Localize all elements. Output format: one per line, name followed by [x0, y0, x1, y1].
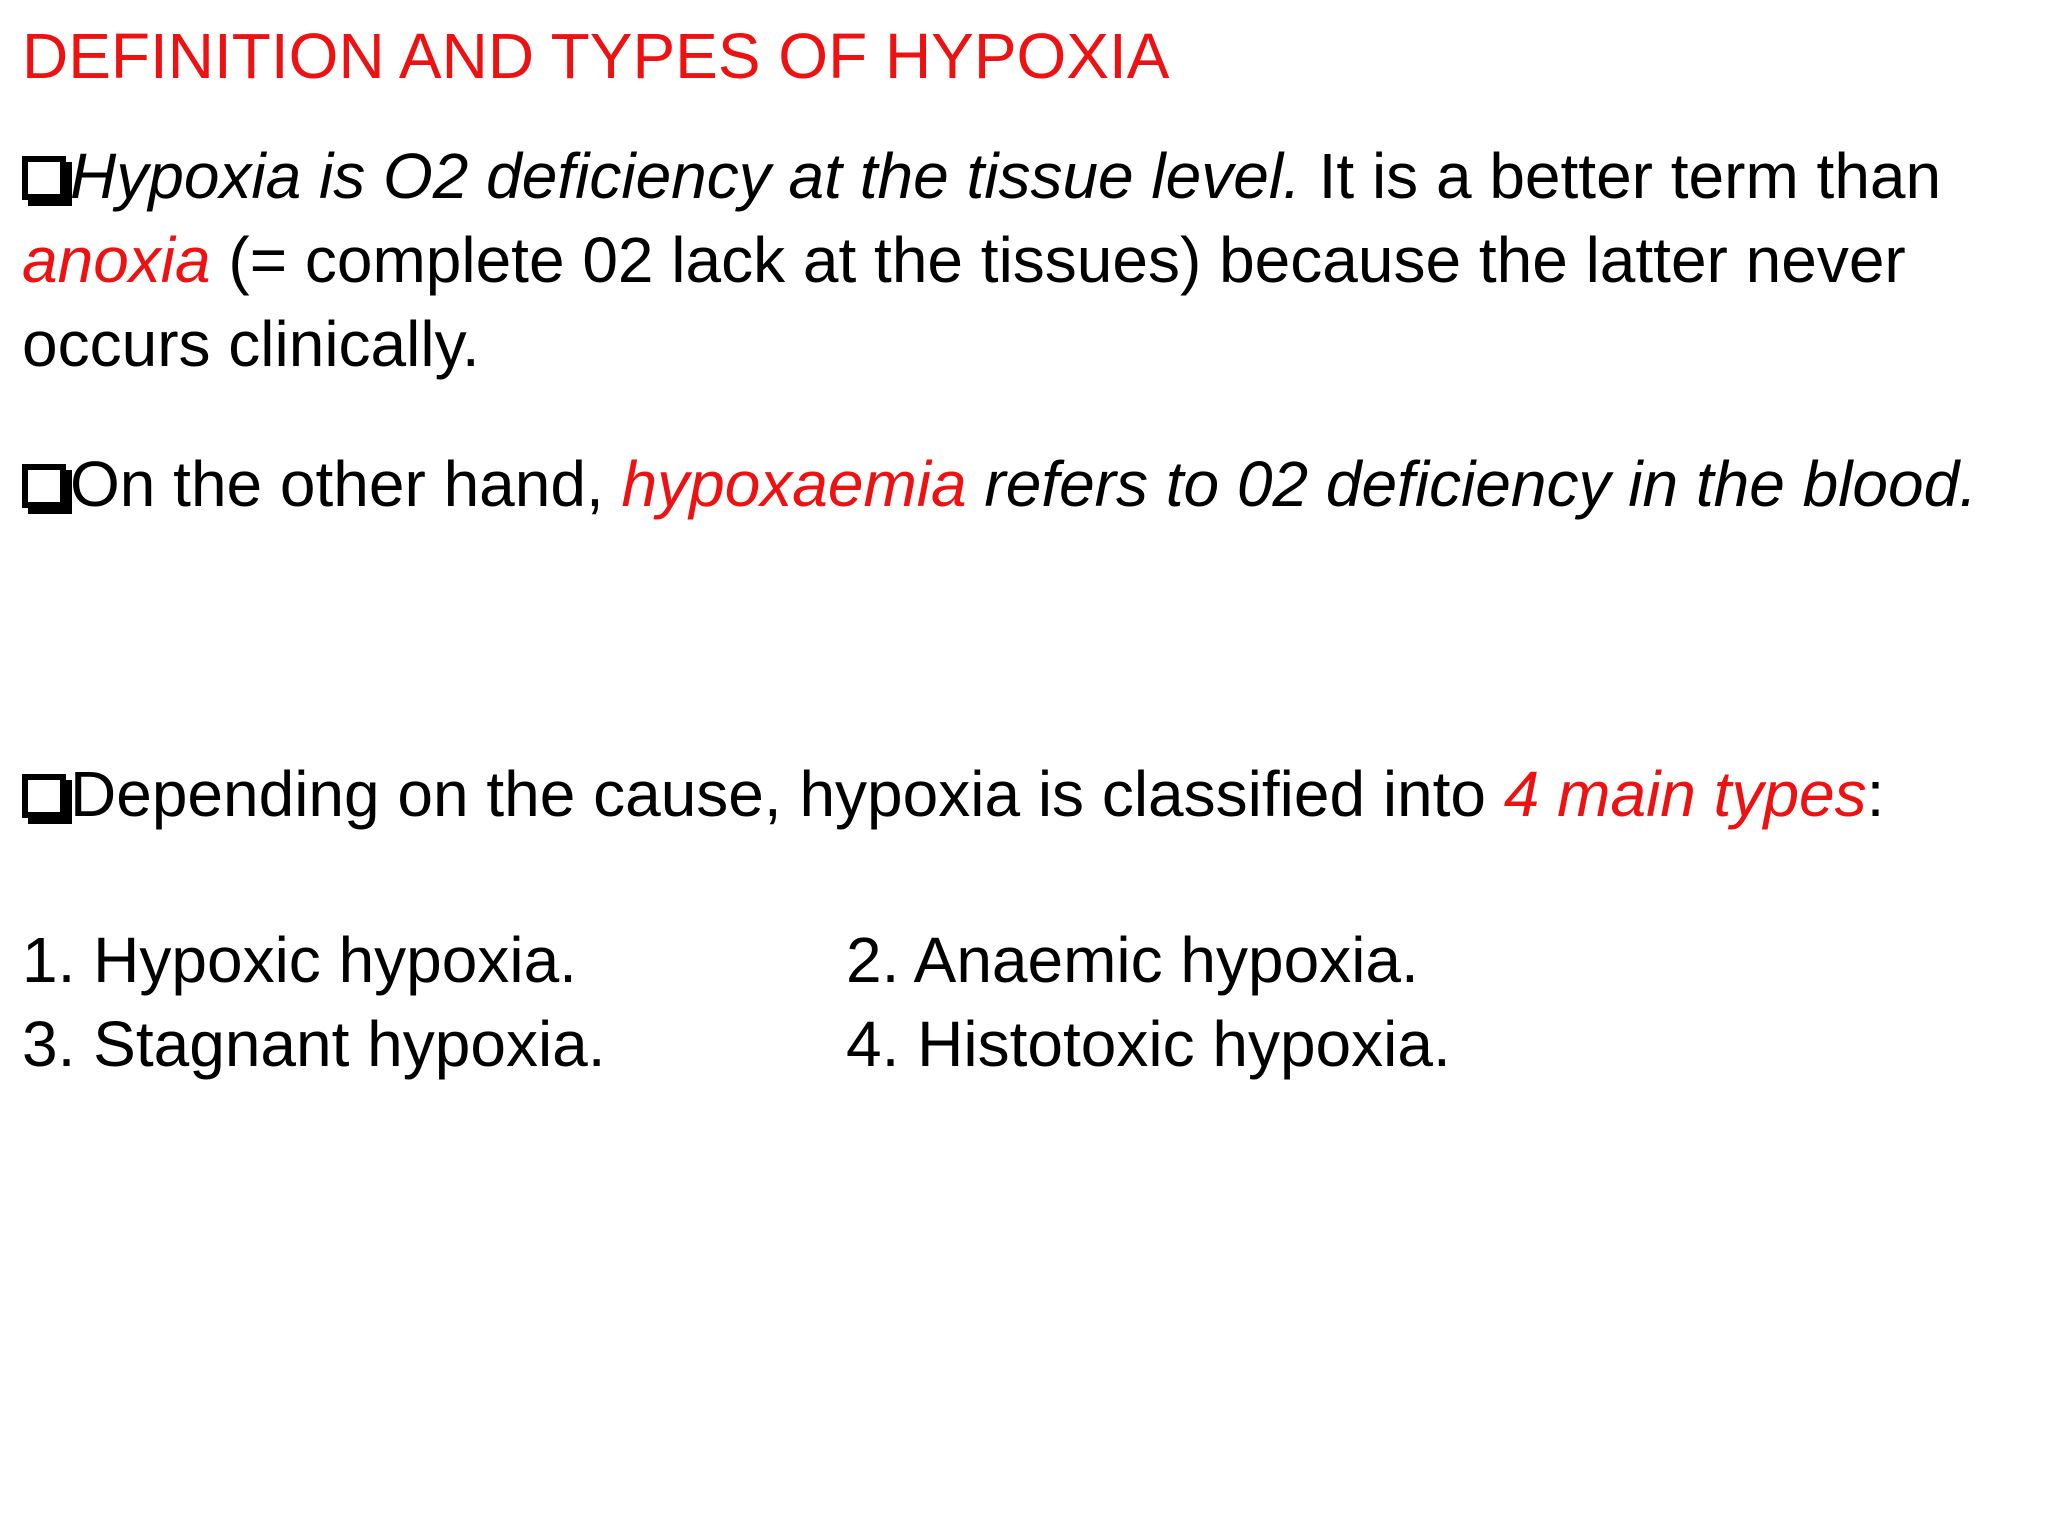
- paragraph-classification: [22, 752, 2032, 836]
- paragraph1-text-b: (= complete 02 lack at the tissues) because the latter never occurs clinically.: [22, 224, 1906, 380]
- list-item: 2. Anaemic hypoxia.: [846, 924, 1419, 996]
- paragraph3-text-a: Depending on the cause, hypoxia is classified into: [70, 758, 1504, 830]
- list-item: 3. Stagnant hypoxia.: [22, 1008, 606, 1080]
- hypoxaemia-term: hypoxaemia: [621, 448, 967, 520]
- main-types-highlight: 4 main types: [1503, 758, 1867, 830]
- paragraph1-text-a: It is a better term than: [1300, 140, 1942, 212]
- anoxia-term: anoxia: [22, 224, 211, 296]
- paragraph-hypoxaemia-definition: [22, 442, 2032, 526]
- checkbox-square-icon: [22, 774, 66, 818]
- paragraph2-text-a: On the other hand,: [70, 448, 622, 520]
- hypoxia-definition-text: Hypoxia is O2 deficiency at the tissue level.: [70, 140, 1301, 212]
- slide-title: DEFINITION AND TYPES OF HYPOXIA: [22, 20, 1170, 92]
- list-item: 4. Histotoxic hypoxia.: [846, 1008, 1451, 1080]
- paragraph-hypoxia-definition: [22, 134, 2032, 386]
- hypoxaemia-definition-text: refers to 02 deficiency in the blood.: [966, 448, 1977, 520]
- list-item: 1. Hypoxic hypoxia.: [22, 924, 577, 996]
- checkbox-square-icon: [22, 464, 66, 508]
- paragraph3-text-b: :: [1866, 758, 1885, 830]
- checkbox-square-icon: [22, 156, 66, 200]
